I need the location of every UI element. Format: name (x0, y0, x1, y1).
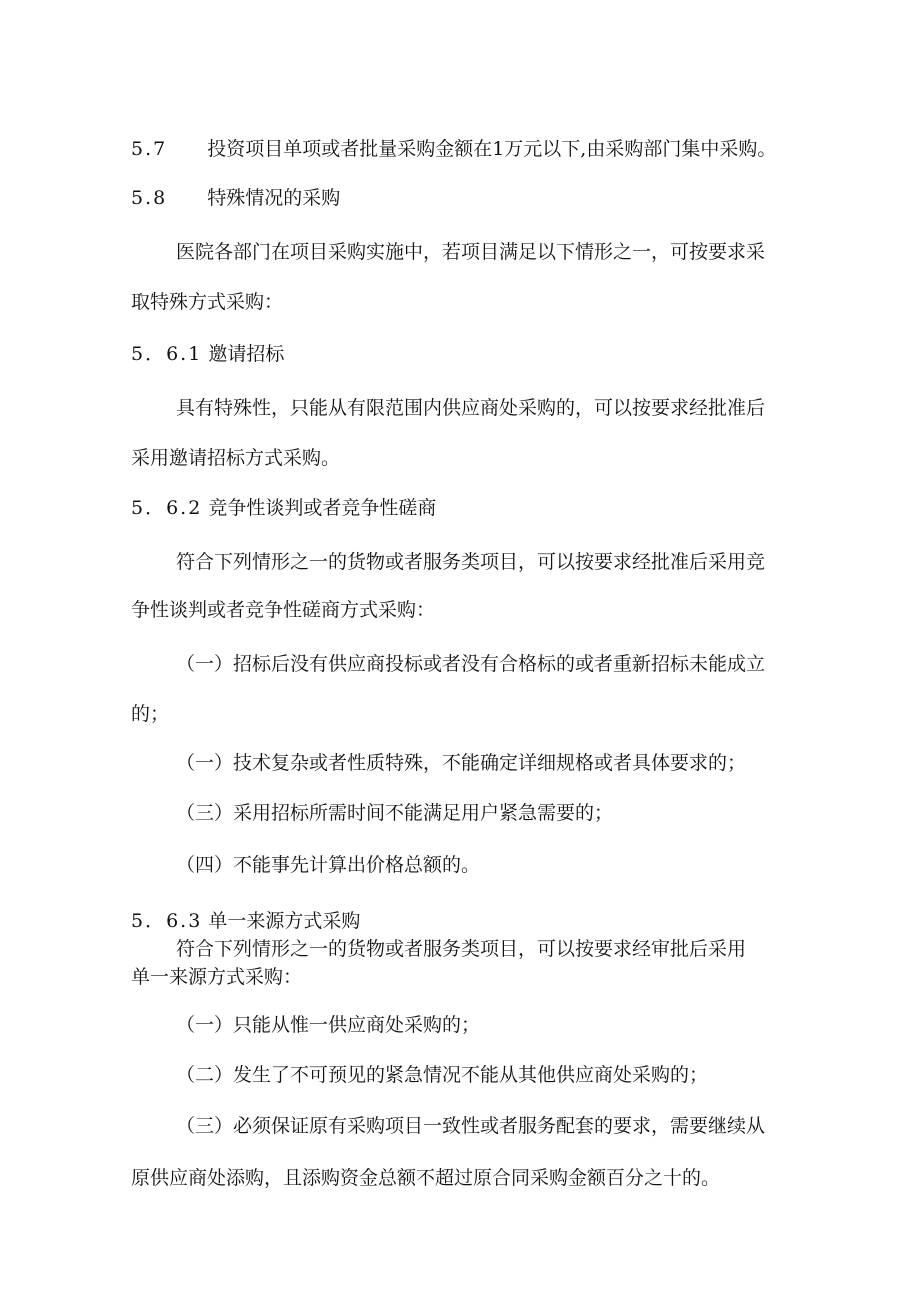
paragraph-line: 符合下列情形之一的货物或者服务类项目，可以按要求经审批后采用 (176, 938, 747, 960)
section-number: 5．6.1 (131, 343, 203, 365)
paragraph-line: 具有特殊性，只能从有限范围内供应商处采购的，可以按要求经批准后 (176, 397, 766, 419)
section-number: 5．6.3 (131, 910, 203, 932)
section-5-6-1-heading (131, 342, 284, 366)
paragraph-line: 争性谈判或者竞争性磋商方式采购： (131, 599, 436, 621)
section-text: 投资项目单项或者批量采购金额在1万元以下,由采购部门集中采购。 (207, 138, 777, 160)
section-title: 特殊情况的采购 (207, 187, 341, 209)
section-title: 竞争性谈判或者竞争性磋商 (208, 497, 437, 519)
section-number: 5.7 (131, 138, 168, 160)
list-item: （一）技术复杂或者性质特殊，不能确定详细规格或者具体要求的； (176, 752, 747, 774)
section-5-8-heading (131, 186, 340, 210)
paragraph-line: 采用邀请招标方式采购。 (131, 447, 341, 469)
intro-paragraph-line2: 取特殊方式采购： (131, 291, 284, 313)
paragraph-line: 单一来源方式采购： (131, 966, 303, 988)
list-item: （二）发生了不可预见的紧急情况不能从其他供应商处采购的； (176, 1064, 709, 1086)
list-item: （一）只能从惟一供应商处采购的； (176, 1014, 481, 1036)
section-number: 5.8 (131, 187, 168, 209)
section-title: 邀请招标 (208, 343, 285, 365)
paragraph-line: 符合下列情形之一的货物或者服务类项目，可以按要求经批准后采用竞 (176, 551, 766, 573)
list-item: （四）不能事先计算出价格总额的。 (176, 854, 481, 876)
section-title: 单一来源方式采购 (208, 910, 361, 932)
list-item: （三）采用招标所需时间不能满足用户紧急需要的； (176, 802, 614, 824)
section-5-7 (131, 137, 776, 161)
intro-paragraph-line1: 医院各部门在项目采购实施中，若项目满足以下情形之一，可按要求采 (176, 241, 766, 263)
section-5-6-2-heading (131, 496, 436, 520)
list-item-continuation: 的； (131, 703, 170, 725)
list-item: （一）招标后没有供应商投标或者没有合格标的或者重新招标未能成立 (176, 653, 766, 675)
list-item: （三）必须保证原有采购项目一致性或者服务配套的要求，需要继续从 (176, 1115, 766, 1137)
section-5-6-3-heading (131, 909, 360, 933)
section-number: 5．6.2 (131, 497, 203, 519)
list-item-continuation: 原供应商处添购，且添购资金总额不超过原合同采购金额百分之十的。 (131, 1167, 721, 1189)
